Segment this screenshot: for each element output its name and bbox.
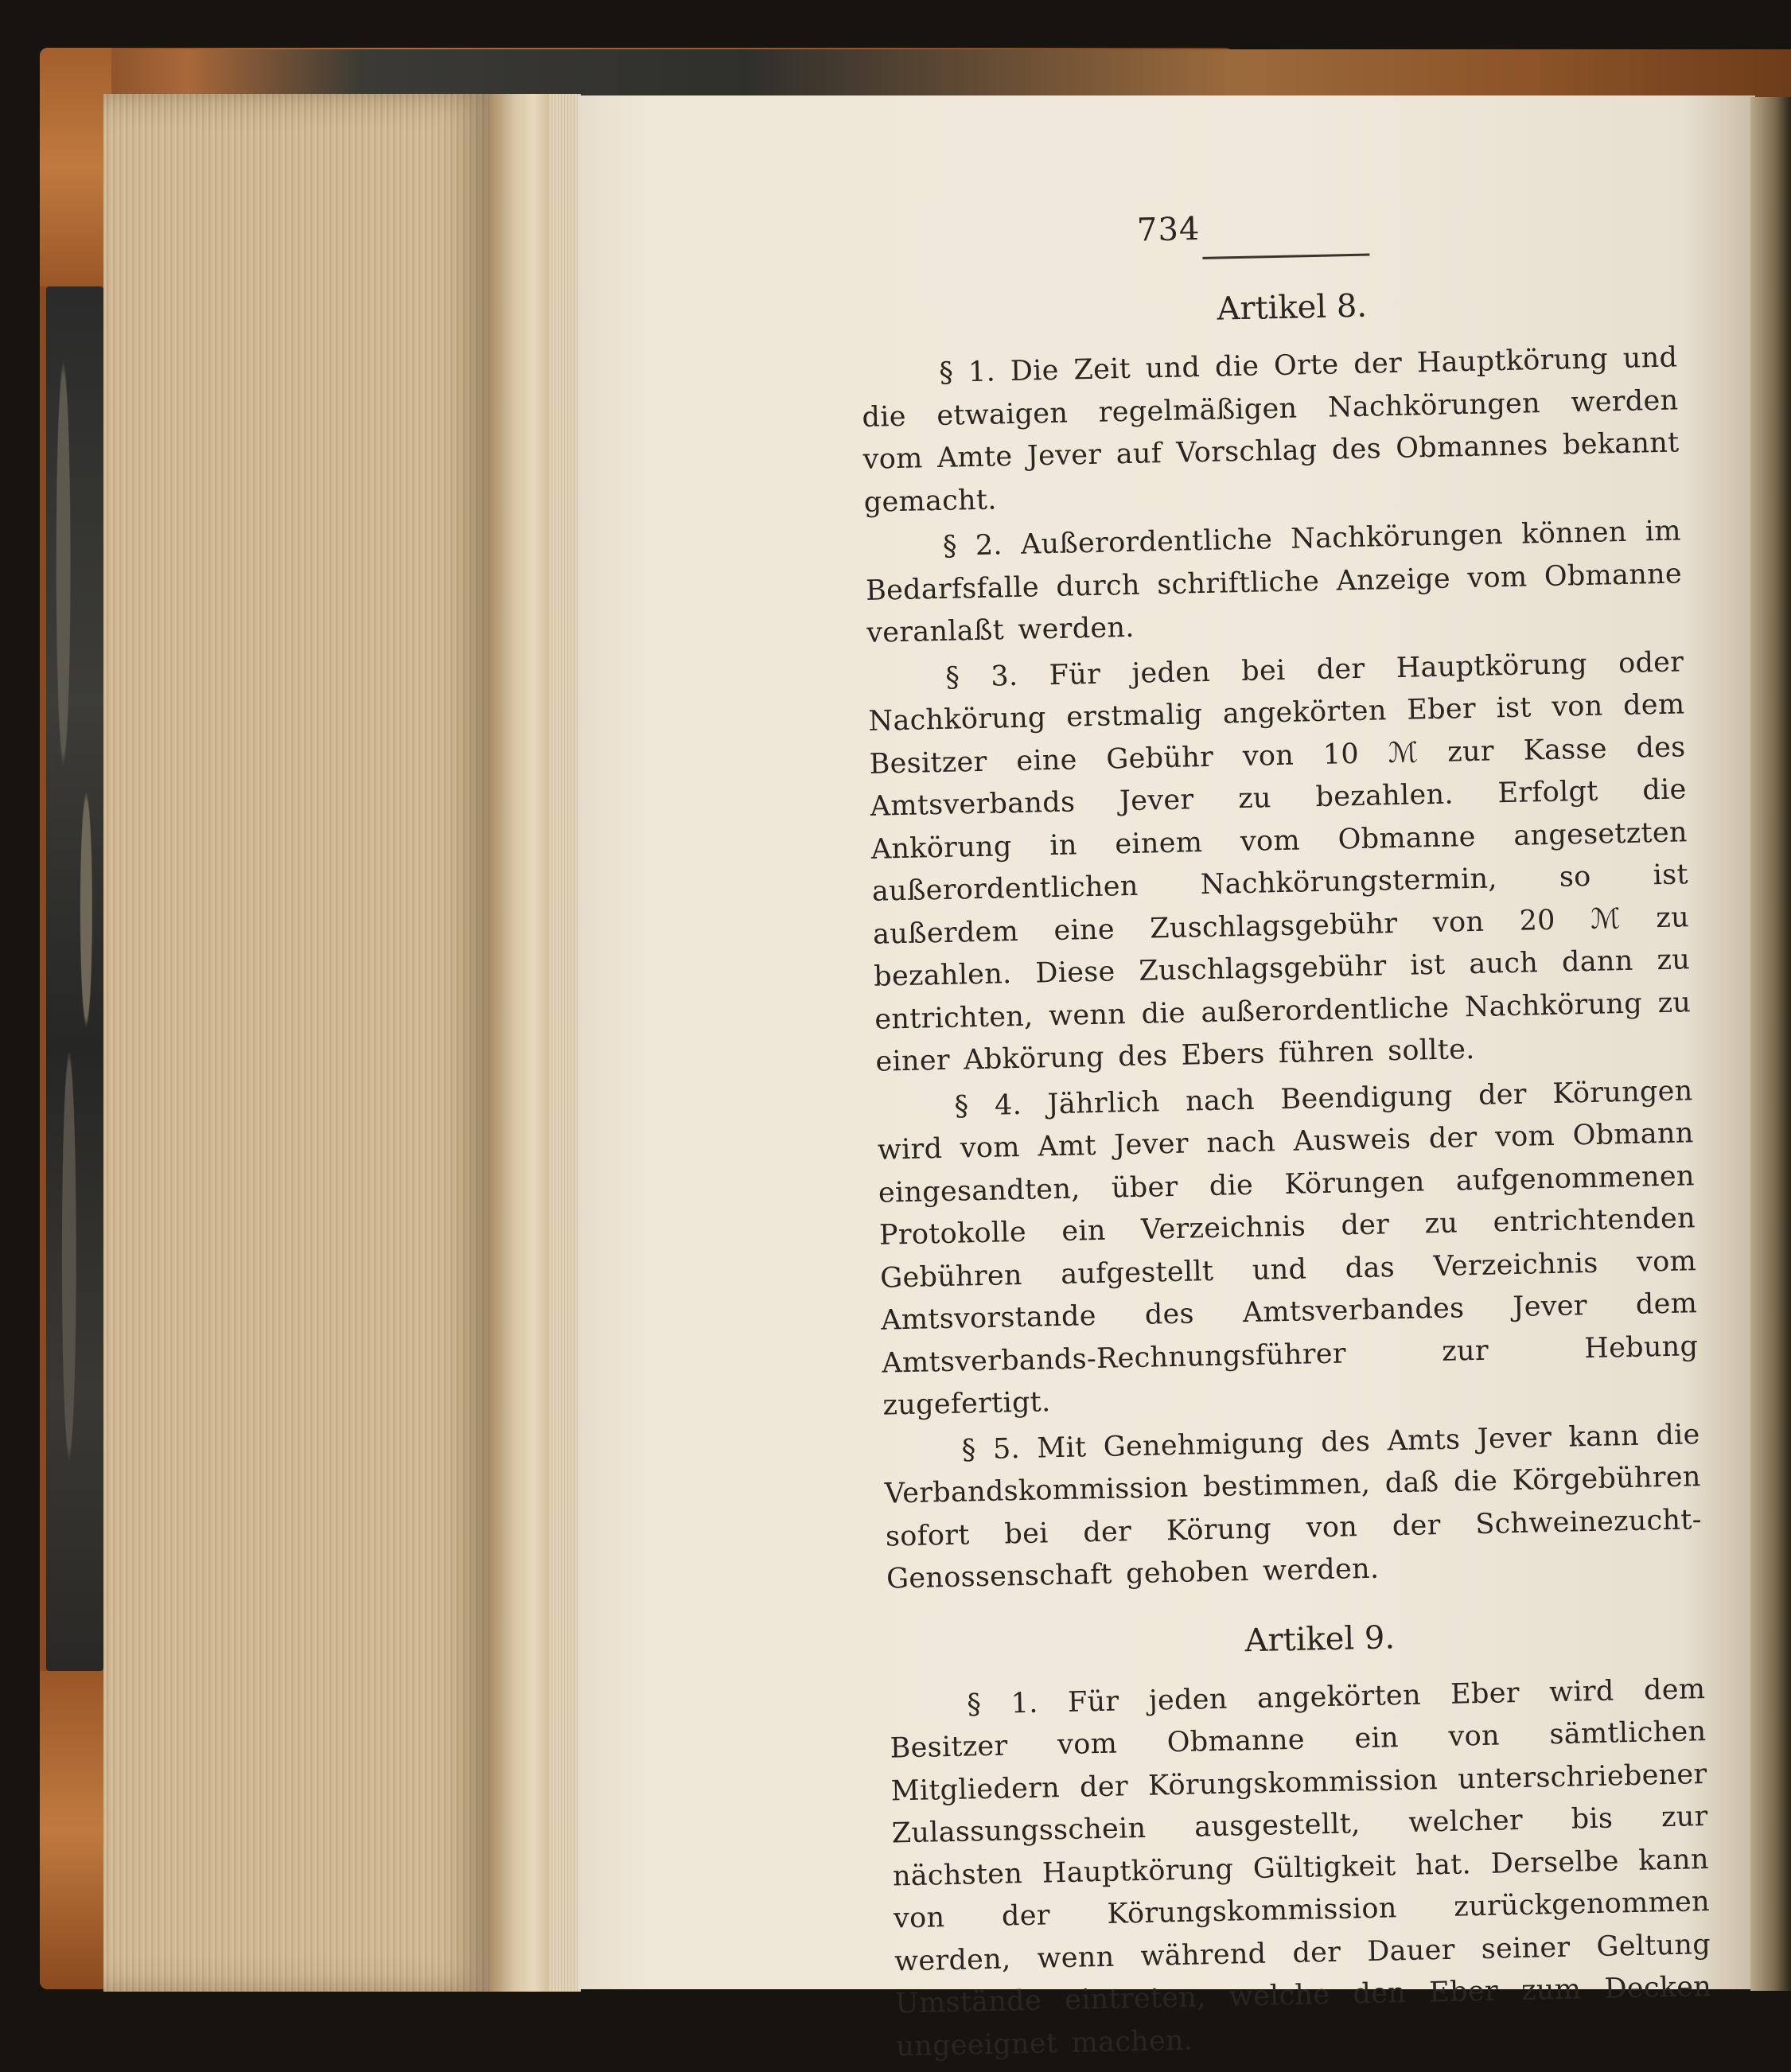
paragraph: § 1. Für jeden angekörten Eber wird dem Besitzer vom Obmanne ein von sämtlichen Mitgliedern der Körungskommission unterschriebener Zulassungsschein ausgestellt, welcher bis zur nächsten Hauptkörung Gültigkeit hat. Derselbe kann von der Körungskommission zurückgenommen werden, wenn während der Dauer seiner Geltung Umstände eintreten, welche den Eber zum Decken ungeeignet machen. <box>890 1673 1712 2062</box>
section-artikel-8 <box>859 281 1703 1601</box>
page-stack-edges <box>549 94 581 1992</box>
section-artikel-9 <box>887 1613 1712 2069</box>
book-gutter <box>489 94 553 1992</box>
page-number: 734 <box>1136 210 1201 249</box>
marbled-cover-paper <box>46 286 103 1671</box>
page-text-block <box>858 190 1713 2072</box>
book-cover-top-edge <box>48 49 1791 97</box>
paragraph: § 1. Die Zeit und die Orte der Hauptkörung und die etwaigen regelmäßigen Nachkörungen werden vom Amte Jever auf Vorschlag des Obmannes bekannt gemacht. <box>862 341 1680 519</box>
section-heading: Artikel 8. <box>1217 287 1368 328</box>
paragraph: § 4. Jährlich nach Beendigung der Körungen wird vom Amt Jever nach Ausweis der vom Obmann eingesandten, über die Körungen aufgenommenen Protokolle ein Verzeichnis der zu entrichtenden Gebühren aufgestellt und das Verzeichnis vom Amtsvorstande des Amtsverbandes Jever dem Amtsverbands-Rechnungsführer zur Hebung zugefertigt. <box>877 1074 1699 1422</box>
page-number-rule <box>1202 254 1369 259</box>
section-heading: Artikel 9. <box>1244 1618 1396 1659</box>
leather-corner-top <box>40 48 111 286</box>
facing-page-edge <box>1750 97 1791 1991</box>
page-stack-left <box>103 94 493 1992</box>
paragraph: § 5. Mit Genehmigung des Amts Jever kann die Verbandskommission bestimmen, daß die Körgebühren sofort bei der Körung von der Schweinezucht-Genossenschaft gehoben werden. <box>884 1418 1703 1595</box>
paragraph: § 2. Außerordentliche Nachkörungen können im Bedarfsfalle durch schriftliche Anzeige vom Obmanne veranlaßt werden. <box>865 515 1683 649</box>
paragraph: § 3. Für jeden bei der Hauptkörung oder Nachkörung erstmalig angekörten Eber ist von dem Besitzer eine Gebühr von 10 ℳ zur Kasse des Amtsverbands Jever zu bezahlen. Erfolgt die Ankörung in einem vom Obmanne angesetzten außerordentlichen Nachkörungstermin, so ist außerdem eine Zuschlagsgebühr von 20 ℳ zu bezahlen. Diese Zuschlagsgebühr ist auch dann zu entrichten, wenn die außerordentliche Nachkörung zu einer Abkörung des Ebers führen sollte. <box>868 645 1692 1078</box>
leather-corner-bottom <box>40 1671 111 1989</box>
